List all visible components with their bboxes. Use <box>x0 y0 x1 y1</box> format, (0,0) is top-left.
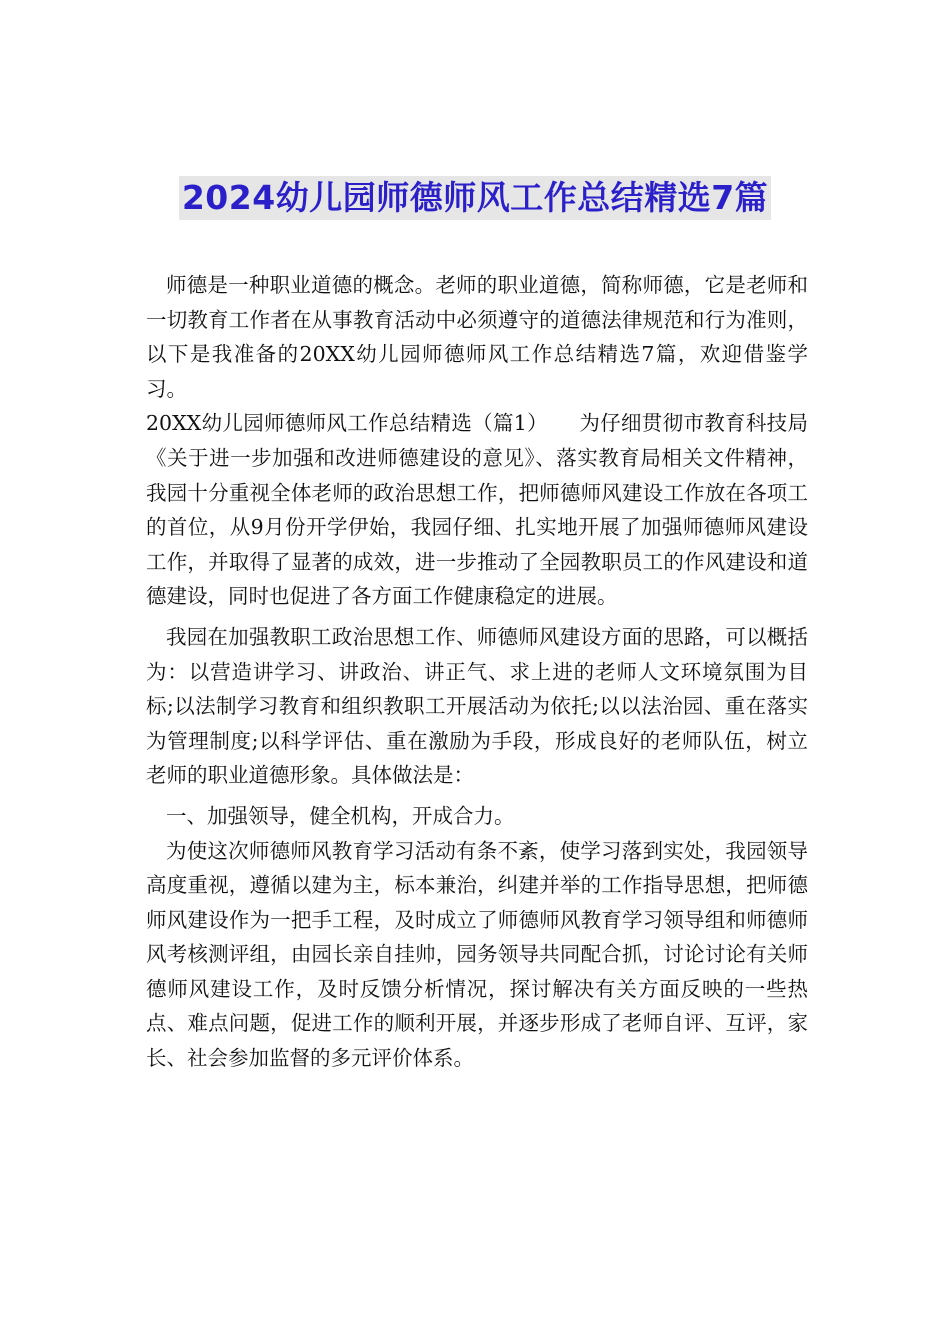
approach-paragraph: 我园在加强教职工政治思想工作、师德师风建设方面的思路，可以概括为：以营造讲学习、讲政治、讲正气、求上进的老师人文环境氛围为目标;以法制学习教育和组织教职工开展活动为依托;以以法治园、重在落实为管理制度;以科学评估、重在激励为手段，形成良好的老师队伍，树立老师的职业道德形象。具体做法是： <box>146 624 808 788</box>
title-container <box>0 176 950 220</box>
subheading-leadership: 一、加强领导，健全机构，开成合力。 <box>166 803 515 828</box>
leadership-paragraph: 为使这次师德师风教育学习活动有条不紊，使学习落到实处，我园领导高度重视，遵循以建为主，标本兼治，纠建并举的工作指导思想，把师德师风建设作为一把手工程，及时成立了师德师风教育学习领导组和师德师风考核测评组，由园长亲自挂帅，园务领导共同配合抓，讨论讨论有关师德师风建设工作，及时反馈分析情况，探讨解决有关方面反映的一些热点、难点问题，促进工作的顺利开展，并逐步形成了老师自评、互评，家长、社会参加监督的多元评价体系。 <box>146 838 808 1071</box>
intro-paragraph: 师德是一种职业道德的概念。老师的职业道德，简称师德，它是老师和一切教育工作者在从事教育活动中必须遵守的道德法律规范和行为准则，以下是我准备的20XX幼儿园师德师风工作总结精选7篇，欢迎借鉴学习。 <box>146 273 808 401</box>
document-body <box>146 268 808 1076</box>
section-1-paragraph: 20XX幼儿园师德师风工作总结精选（篇1） 为仔细贯彻市教育科技局《关于进一步加强和改进师德建设的意见》、落实教育局相关文件精神，我园十分重视全体老师的政治思想工作，把师德师风建设工作放在各项工的首位，从9月份开学伊始，我园仔细、扎实地开展了加强师德师风建设工作，并取得了显著的成效，进一步推动了全园教职员工的作风建设和道德建设，同时也促进了各方面工作健康稳定的进展。 <box>146 411 808 609</box>
document-title: 2024幼儿园师德师风工作总结精选7篇 <box>179 176 771 220</box>
